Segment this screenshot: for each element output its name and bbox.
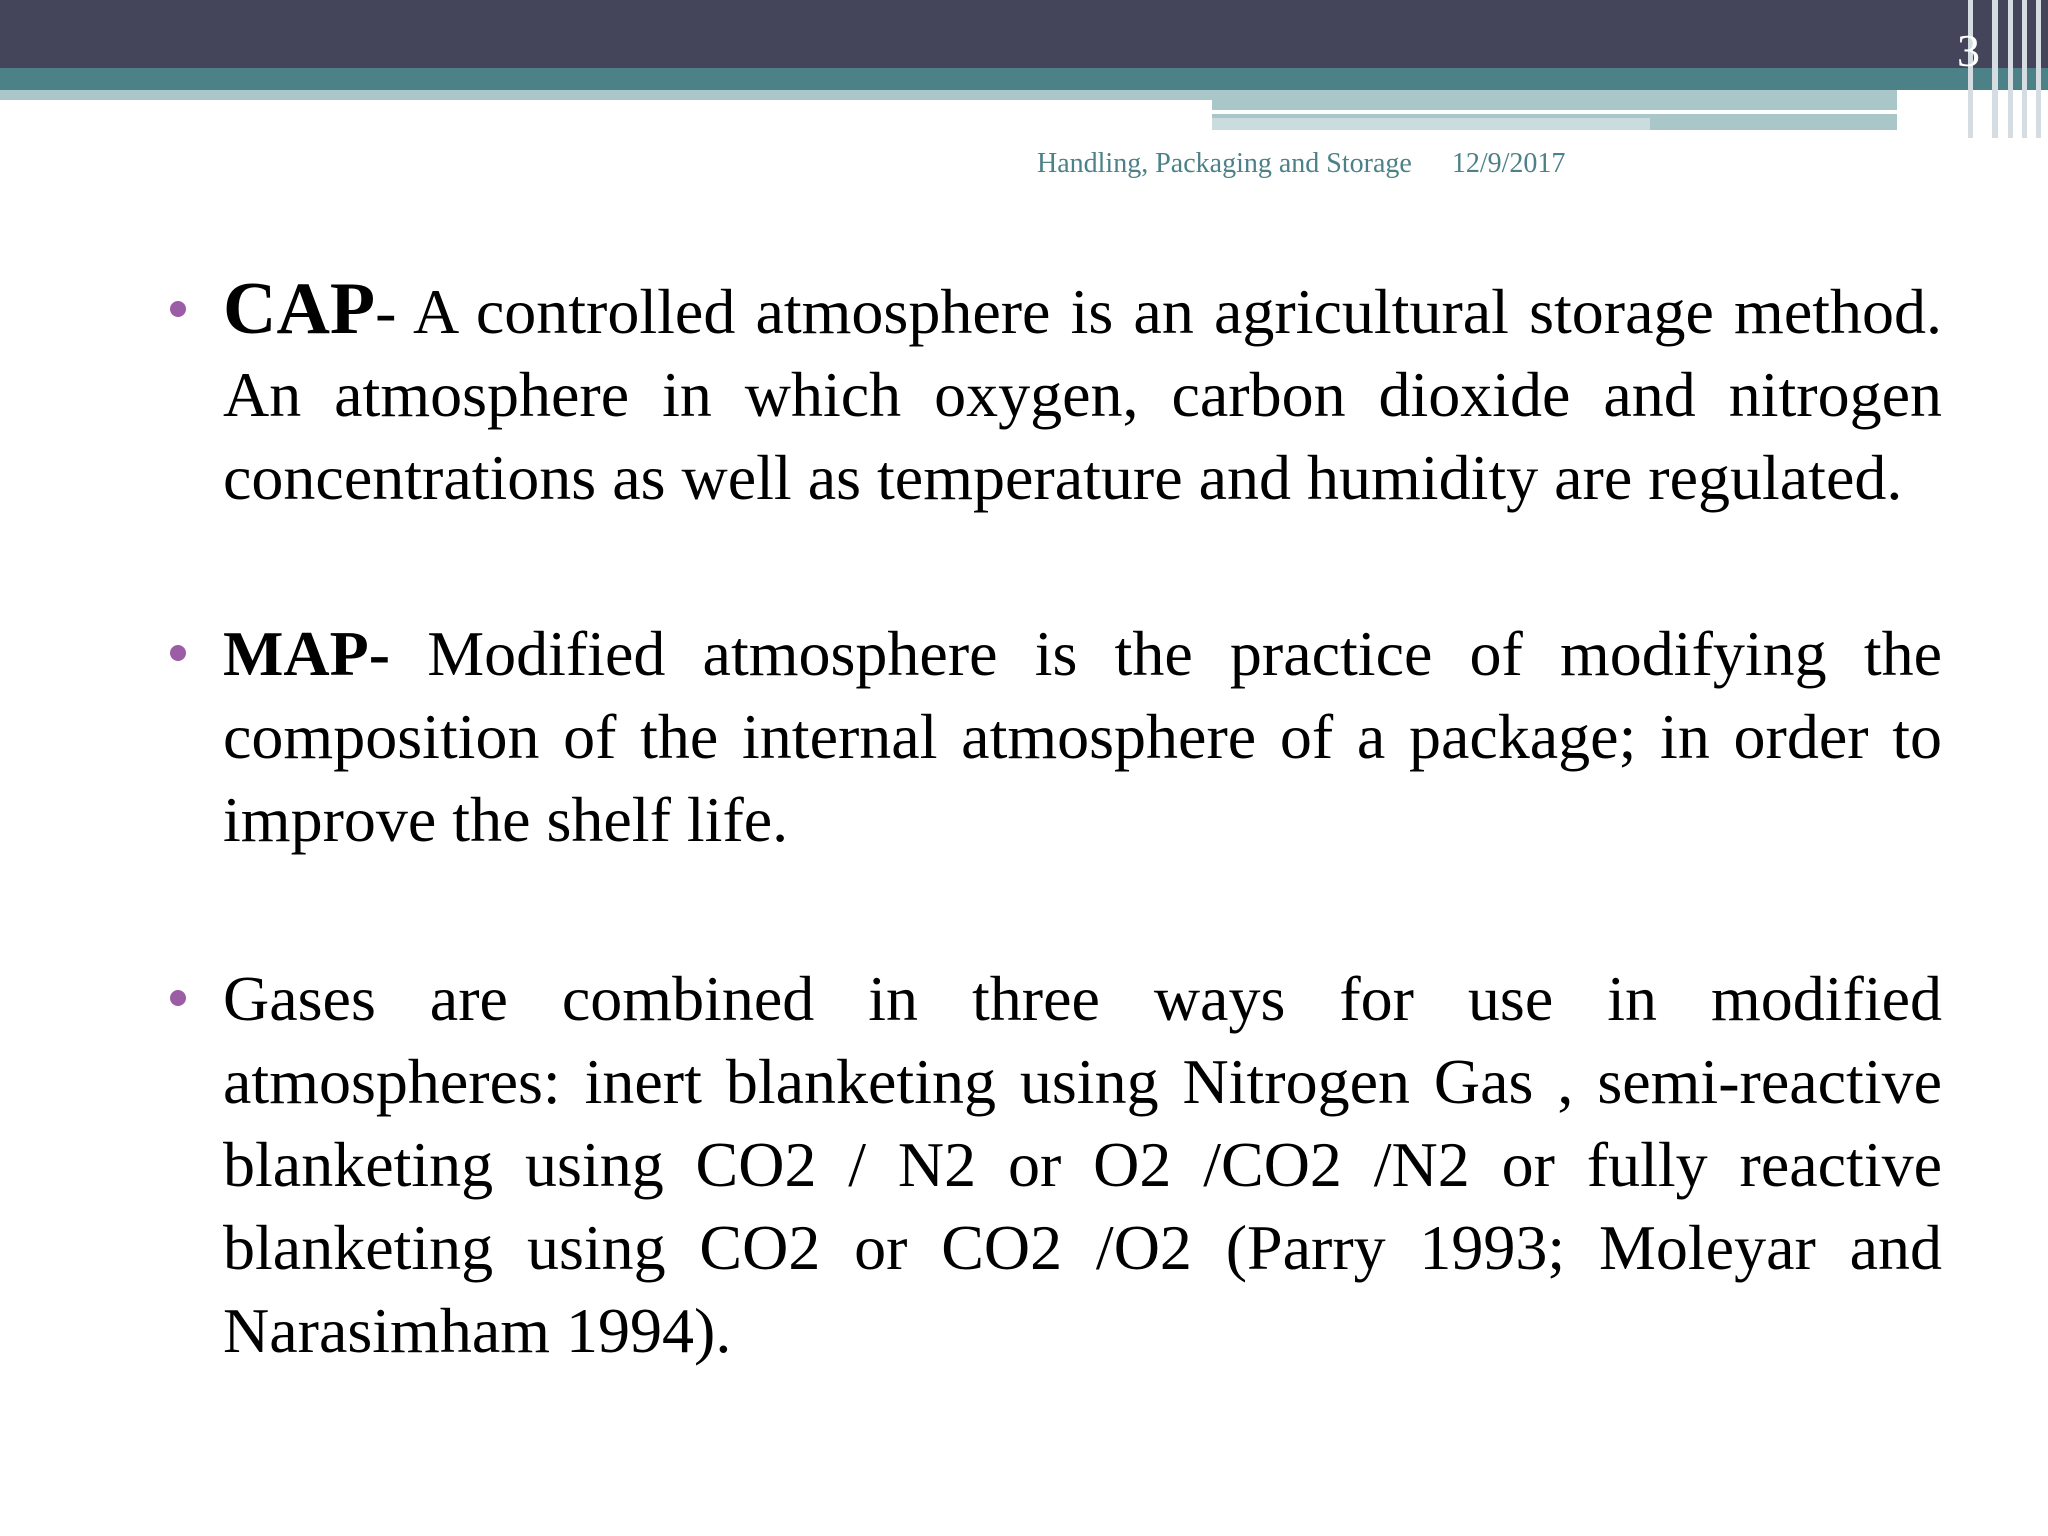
slide-number: 3 xyxy=(1957,25,1980,76)
bullet-term: MAP- xyxy=(223,618,391,689)
header-bar-right-step xyxy=(1212,118,1650,130)
bullet-dot-icon xyxy=(170,645,186,661)
header-bar-light xyxy=(0,90,1212,100)
bullet-text: Gases are combined in three ways for use in modified atmospheres: inert blanketing using Nitrogen Gas , semi-reactive blanketing using CO2 / N2 or O2 /CO2 /N2 or fully reactive blanketing using CO2 or CO2 /O2 (Parry 1993; Moleyar and Narasimham 1994). xyxy=(223,963,1942,1366)
header-stripe xyxy=(2036,0,2041,138)
header-stripe xyxy=(2008,0,2013,138)
header-bar-teal xyxy=(0,68,2048,90)
presentation-title: Handling, Packaging and Storage xyxy=(1037,148,1412,179)
bullet-separator: - xyxy=(375,276,397,347)
bullet-dot-icon xyxy=(170,990,186,1006)
slide-date: 12/9/2017 xyxy=(1451,148,1566,179)
slide-meta xyxy=(1037,148,1565,180)
bullet-text: Modified atmosphere is the practice of modifying the composition of the internal atmosphere of a package; in order to improve the shelf life. xyxy=(223,618,1942,855)
header-stripe xyxy=(2022,0,2027,138)
bullet-list xyxy=(160,268,1942,1372)
header-stripe xyxy=(1992,0,1998,138)
header-bar-dark xyxy=(0,0,2048,68)
bullet-dot-icon xyxy=(170,301,186,317)
bullet-item-cap xyxy=(160,268,1942,519)
bullet-item-map xyxy=(160,612,1942,861)
bullet-item-gases xyxy=(160,957,1942,1372)
bullet-term: CAP xyxy=(223,268,376,350)
bullet-text: A controlled atmosphere is an agricultural storage method. An atmosphere in which oxygen, carbon dioxide and nitrogen concentrations as well as temperature and humidity are regulated. xyxy=(223,276,1942,513)
header-bar-right-line xyxy=(1212,110,1897,114)
